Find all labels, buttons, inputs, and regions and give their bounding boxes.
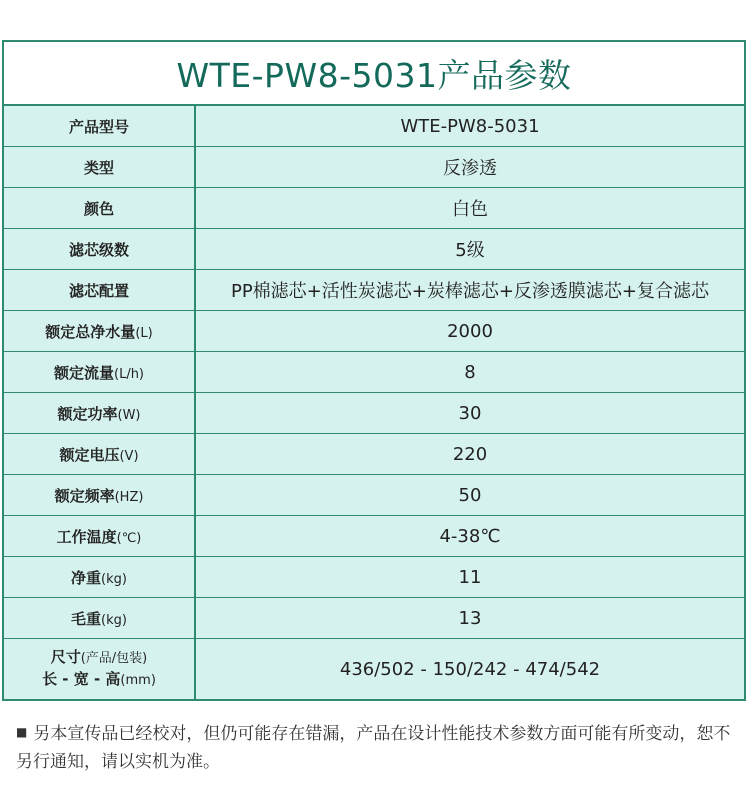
table-row	[4, 516, 744, 557]
bullet-icon: ■	[16, 725, 28, 739]
table-row	[4, 475, 744, 516]
table-row	[4, 598, 744, 639]
table-row	[4, 557, 744, 598]
row-value: 白色	[195, 188, 744, 229]
row-label	[4, 188, 195, 229]
row-label-unit: (L/h)	[114, 366, 145, 382]
row-value: 30	[195, 393, 744, 434]
row-label-unit: (℃)	[116, 530, 142, 546]
row-label	[4, 352, 195, 393]
row-label-text: 滤芯配置	[68, 281, 129, 300]
row-label-unit: (V)	[119, 448, 139, 464]
table-row-size	[4, 639, 744, 700]
table-row	[4, 106, 744, 147]
row-label	[4, 557, 195, 598]
row-label-text: 工作温度	[56, 527, 117, 546]
table-row	[4, 393, 744, 434]
size-row-value: 436/502 - 150/242 - 474/542	[195, 639, 744, 700]
row-label-unit: (W)	[117, 407, 141, 423]
row-label-unit: (kg)	[101, 612, 127, 628]
row-label-text: 毛重	[71, 609, 102, 628]
row-label-text: 净重	[71, 568, 102, 587]
row-value: 2000	[195, 311, 744, 352]
table-row	[4, 188, 744, 229]
row-label-text: 产品型号	[68, 117, 129, 136]
row-label-text: 类型	[83, 158, 114, 177]
size-label-line-2	[4, 669, 194, 691]
row-label	[4, 516, 195, 557]
row-label-unit: (L)	[135, 325, 153, 341]
row-label	[4, 147, 195, 188]
table-row	[4, 270, 744, 311]
row-label-text: 额定频率	[54, 486, 115, 505]
row-label-text: 额定功率	[57, 404, 118, 423]
size-label-line-1	[4, 647, 194, 669]
spec-table-frame	[2, 40, 746, 701]
disclaimer-text: 另本宣传品已经校对，但仍可能存在错漏，产品在设计性能技术参数方面可能有所变动，恕不另行通知，请以实机为准。	[16, 724, 731, 772]
table-row	[4, 311, 744, 352]
size-label-unit: (产品/包装)	[80, 651, 148, 666]
table-row	[4, 147, 744, 188]
table-row	[4, 352, 744, 393]
table-row	[4, 229, 744, 270]
row-label-unit: (HZ)	[114, 489, 144, 505]
row-value: 50	[195, 475, 744, 516]
row-value: 11	[195, 557, 744, 598]
size-sublabel-unit: (mm)	[120, 673, 156, 688]
row-label-text: 额定总净水量	[45, 322, 136, 341]
row-value: 8	[195, 352, 744, 393]
disclaimer-note	[16, 718, 738, 776]
row-value: 4-38℃	[195, 516, 744, 557]
row-label	[4, 434, 195, 475]
size-row-label	[4, 639, 195, 700]
row-label	[4, 270, 195, 311]
row-label	[4, 393, 195, 434]
row-label-text: 额定电压	[59, 445, 120, 464]
row-label	[4, 475, 195, 516]
size-label-text: 尺寸	[50, 648, 81, 666]
spec-table	[4, 106, 744, 699]
row-label-text: 颜色	[83, 199, 114, 218]
page-title: WTE-PW8-5031产品参数	[4, 42, 744, 106]
row-label-text: 滤芯级数	[68, 240, 129, 259]
row-label	[4, 598, 195, 639]
row-value: WTE-PW8-5031	[195, 106, 744, 147]
row-label-text: 额定流量	[53, 363, 114, 382]
row-value: 5级	[195, 229, 744, 270]
row-value: 反渗透	[195, 147, 744, 188]
row-value: 13	[195, 598, 744, 639]
row-label-unit: (kg)	[101, 571, 127, 587]
size-sublabel-text: 长 - 宽 - 高	[42, 670, 121, 688]
row-label	[4, 106, 195, 147]
row-value: PP棉滤芯+活性炭滤芯+炭棒滤芯+反渗透膜滤芯+复合滤芯	[195, 270, 744, 311]
row-label	[4, 311, 195, 352]
row-value: 220	[195, 434, 744, 475]
table-row	[4, 434, 744, 475]
row-label	[4, 229, 195, 270]
